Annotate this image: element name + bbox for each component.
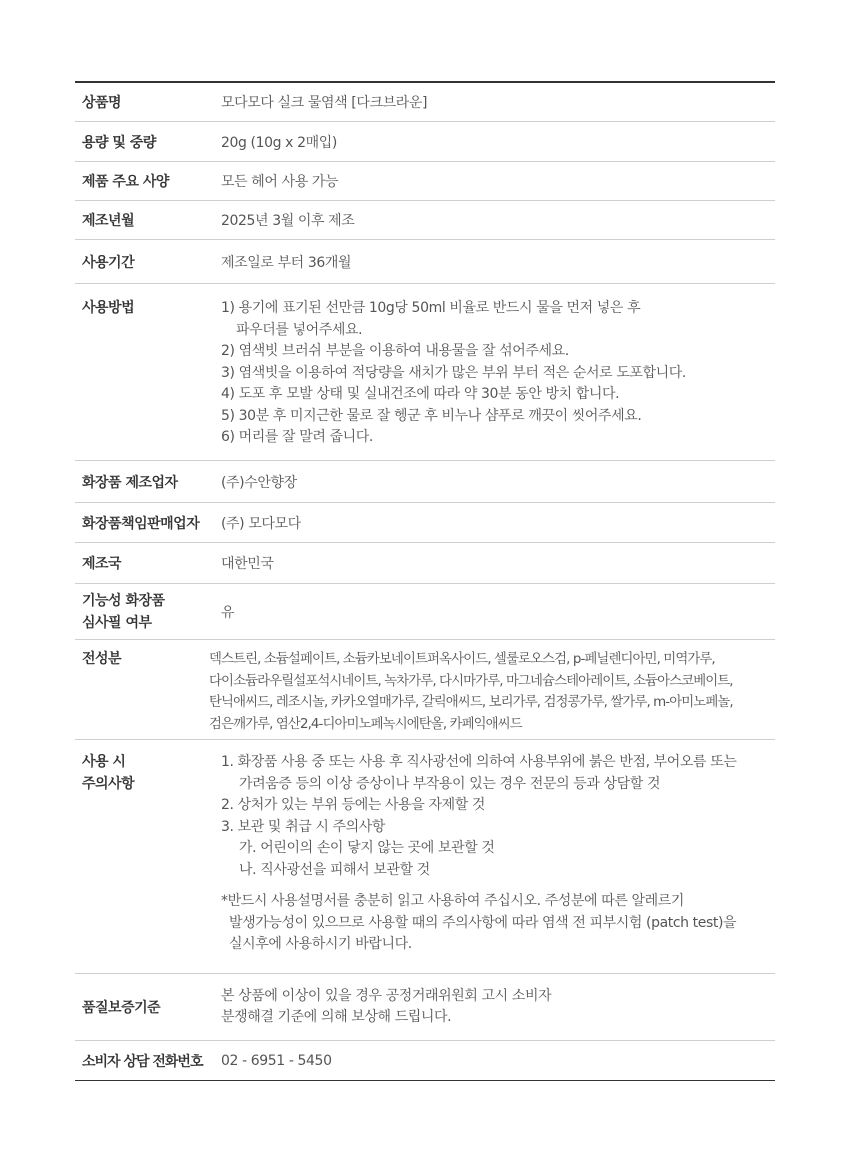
caution-line: 가려움증 등의 이상 증상이나 부작용이 있는 경우 전문의 등과 상담할 것 (239, 775, 661, 792)
functional-label-line: 기능성 화장품 (82, 592, 165, 609)
period-value: 제조일로 부터 36개월 (221, 254, 352, 271)
usage-line: 6) 머리를 잘 말려 줍니다. (221, 429, 373, 445)
functional-value: 유 (221, 604, 235, 621)
caution-line: 2. 상처가 있는 부위 등에는 사용을 자제할 것 (221, 797, 486, 813)
caution-line: 가. 어린이의 손이 닿지 않는 곳에 보관할 것 (239, 840, 495, 856)
row-usage (75, 283, 775, 460)
usage-line: 5) 30분 후 미지근한 물로 잘 헹군 후 비누나 샴푸로 깨끗이 씻어주세요. (221, 407, 642, 424)
product-name-label: 상품명 (82, 95, 122, 111)
seller-label: 화장품책임판매업자 (82, 515, 200, 532)
usage-value (221, 298, 775, 460)
manufactured-label: 제조년월 (82, 213, 135, 229)
row-capacity (75, 121, 775, 161)
row-warranty (75, 973, 775, 1040)
country-label: 제조국 (82, 556, 122, 572)
caution-note: *반드시 사용설명서를 충분히 읽고 사용하여 주십시오. 주성분에 따른 알레르기 (221, 893, 685, 909)
caution-line: 3. 보관 및 취급 시 주의사항 (221, 818, 386, 835)
phone-value: 02 - 6951 - 5450 (221, 1052, 332, 1069)
ingredients-line: 덱스트린, 소듐설페이트, 소듐카보네이트퍼옥사이드, 셀룰로오스검, p-페닐렌디아민, 미역가루, (209, 652, 715, 667)
spec-label: 제품 주요 사양 (82, 174, 169, 190)
row-phone (75, 1040, 775, 1080)
row-seller (75, 502, 775, 542)
usage-label: 사용방법 (82, 300, 135, 316)
row-spec (75, 161, 775, 200)
period-label: 사용기간 (82, 254, 135, 271)
caution-line: 나. 직사광선을 피해서 보관할 것 (239, 861, 430, 878)
caution-note: 실시후에 사용하시기 바랍니다. (229, 936, 412, 952)
functional-label (75, 584, 221, 639)
ingredients-line: 검은깨가루, 염산2,4-디아미노페녹시에탄올, 카페익애씨드 (209, 716, 522, 732)
capacity-value: 20g (10g x 2매입) (221, 134, 337, 151)
manufactured-value: 2025년 3월 이후 제조 (221, 213, 355, 229)
caution-line: 1. 화장품 사용 중 또는 사용 후 직사광선에 의하여 사용부위에 붉은 반점, 부어오름 또는 (221, 754, 737, 770)
warranty-value (221, 974, 775, 1040)
caution-note: 발생가능성이 있으므로 사용할 때의 주의사항에 따라 염색 전 피부시험 (patch test)을 (229, 914, 737, 931)
caution-label (75, 752, 221, 973)
row-product-name (75, 83, 775, 121)
caution-label-line: 주의사항 (82, 775, 135, 792)
phone-label: 소비자 상담 전화번호 (82, 1053, 203, 1070)
row-period (75, 239, 775, 283)
capacity-label: 용량 및 중량 (82, 134, 156, 151)
functional-label-line: 심사필 여부 (82, 614, 152, 631)
caution-value (221, 752, 775, 973)
warranty-label: 품질보증기준 (82, 1000, 161, 1016)
usage-line: 4) 도포 후 모발 상태 및 실내건조에 따라 약 30분 동안 방치 합니다. (221, 386, 620, 402)
ingredients-line: 탄닉애씨드, 레조시놀, 카카오열매가루, 갈릭애씨드, 보리가루, 검정콩가루, 쌀가루, m-아미노페놀, (209, 695, 733, 710)
row-manufactured (75, 200, 775, 239)
ingredients-value (209, 649, 775, 739)
country-value: 대한민국 (221, 556, 274, 572)
usage-line: 3) 염색빗을 이용하여 적당량을 새치가 많은 부위 부터 적은 순서로 도포합니다. (221, 364, 686, 381)
manufacturer-label: 화장품 제조업자 (82, 474, 178, 491)
manufacturer-value: (주)수안향장 (221, 474, 297, 491)
warranty-line: 본 상품에 이상이 있을 경우 공정거래위원회 고시 소비자 (221, 987, 552, 1004)
warranty-line: 분쟁해결 기준에 의해 보상해 드립니다. (221, 1009, 452, 1025)
usage-line: 1) 용기에 표기된 선만큼 10g당 50ml 비율로 반드시 물을 먼저 넣은 후 (221, 300, 641, 316)
row-ingredients (75, 639, 775, 739)
ingredients-label: 전성분 (82, 651, 122, 667)
usage-line: 파우더를 넣어주세요. (236, 321, 363, 338)
row-manufacturer (75, 460, 775, 502)
caution-label-line: 사용 시 (82, 754, 126, 770)
product-name-value: 모다모다 실크 물염색 [다크브라운] (221, 95, 428, 111)
row-functional (75, 583, 775, 639)
usage-line: 2) 염색빗 브러쉬 부분을 이용하여 내용물을 잘 섞어주세요. (221, 343, 569, 359)
seller-value: (주) 모다모다 (221, 515, 301, 532)
spec-value: 모든 헤어 사용 가능 (221, 174, 339, 190)
product-info-table (75, 81, 775, 1081)
ingredients-line: 다이소듐라우릴설포석시네이트, 녹차가루, 다시마가루, 마그네슘스테아레이트, 소듐아스코베이트, (209, 673, 733, 689)
row-country (75, 542, 775, 583)
row-caution (75, 739, 775, 973)
